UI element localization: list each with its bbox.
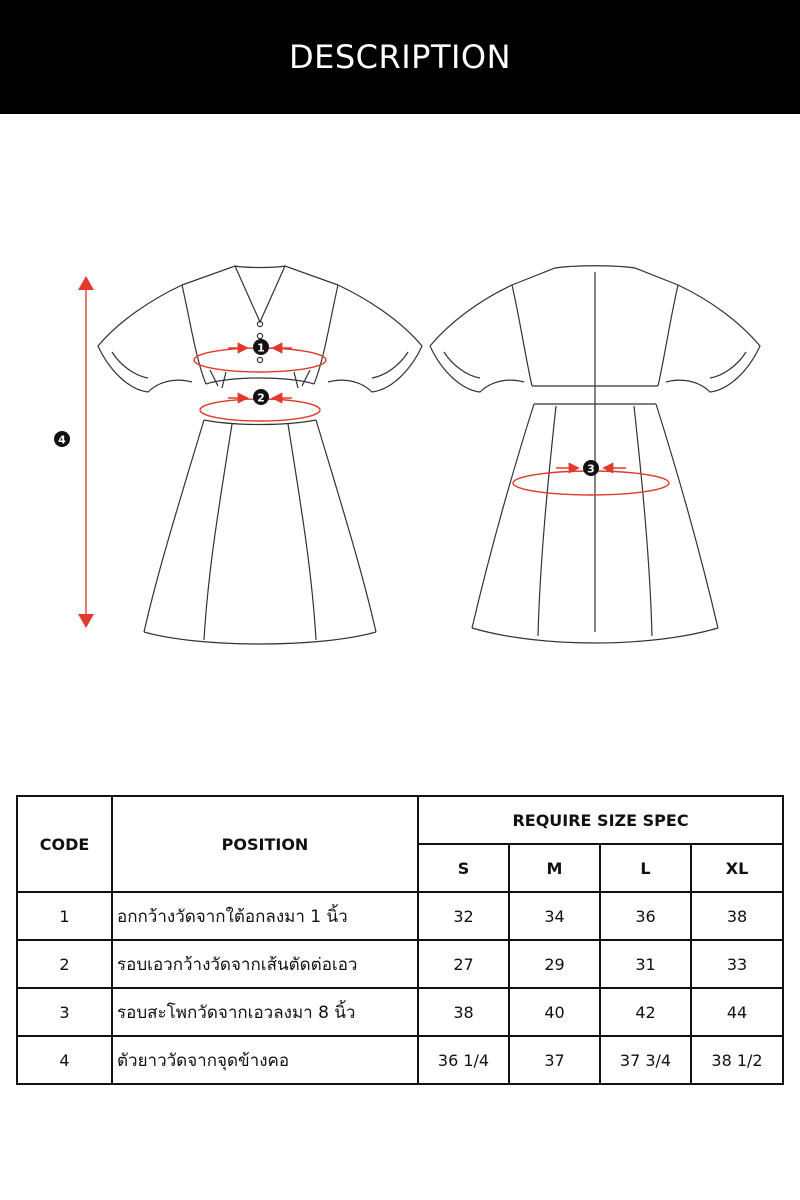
row-position: รอบเอวกว้างวัดจากเส้นตัดต่อเอว	[112, 940, 418, 988]
row-value: 38 1/2	[691, 1036, 783, 1084]
row-value: 37 3/4	[600, 1036, 691, 1084]
row-position: รอบสะโพกวัดจากเอวลงมา 8 นิ้ว	[112, 988, 418, 1036]
spec-header: REQUIRE SIZE SPEC	[418, 796, 783, 844]
row-value: 34	[509, 892, 600, 940]
table-row	[17, 940, 783, 988]
row-code: 1	[17, 892, 112, 940]
svg-text:3: 3	[587, 462, 595, 476]
row-value: 42	[600, 988, 691, 1036]
row-value: 31	[600, 940, 691, 988]
row-value: 32	[418, 892, 509, 940]
svg-text:4: 4	[58, 433, 66, 447]
code-header: CODE	[17, 796, 112, 892]
row-code: 3	[17, 988, 112, 1036]
row-value: 29	[509, 940, 600, 988]
dress-diagram	[0, 114, 800, 754]
row-value: 44	[691, 988, 783, 1036]
row-value: 37	[509, 1036, 600, 1084]
marker-3	[583, 460, 599, 476]
row-value: 33	[691, 940, 783, 988]
table-row	[17, 892, 783, 940]
header-bar	[0, 0, 800, 114]
row-value: 27	[418, 940, 509, 988]
svg-text:2: 2	[257, 391, 265, 405]
row-position: ตัวยาววัดจากจุดข้างคอ	[112, 1036, 418, 1084]
position-header: POSITION	[112, 796, 418, 892]
row-value: 36 1/4	[418, 1036, 509, 1084]
row-code: 2	[17, 940, 112, 988]
front-dress-sketch	[98, 266, 422, 644]
page-title: DESCRIPTION	[288, 38, 512, 76]
row-value: 38	[418, 988, 509, 1036]
marker-1	[253, 339, 269, 355]
size-header-xl: XL	[691, 844, 783, 892]
row-value: 40	[509, 988, 600, 1036]
measurement-lines	[78, 276, 669, 628]
size-header-l: L	[600, 844, 691, 892]
svg-text:1: 1	[257, 341, 265, 355]
row-position: อกกว้างวัดจากใต้อกลงมา 1 นิ้ว	[112, 892, 418, 940]
marker-4	[54, 431, 70, 447]
table-header-row	[17, 796, 783, 844]
marker-2	[253, 389, 269, 405]
row-code: 4	[17, 1036, 112, 1084]
table-row	[17, 988, 783, 1036]
size-spec-table	[16, 795, 784, 1085]
table-row	[17, 1036, 783, 1084]
size-header-m: M	[509, 844, 600, 892]
size-header-s: S	[418, 844, 509, 892]
back-dress-sketch	[430, 266, 760, 643]
row-value: 38	[691, 892, 783, 940]
row-value: 36	[600, 892, 691, 940]
